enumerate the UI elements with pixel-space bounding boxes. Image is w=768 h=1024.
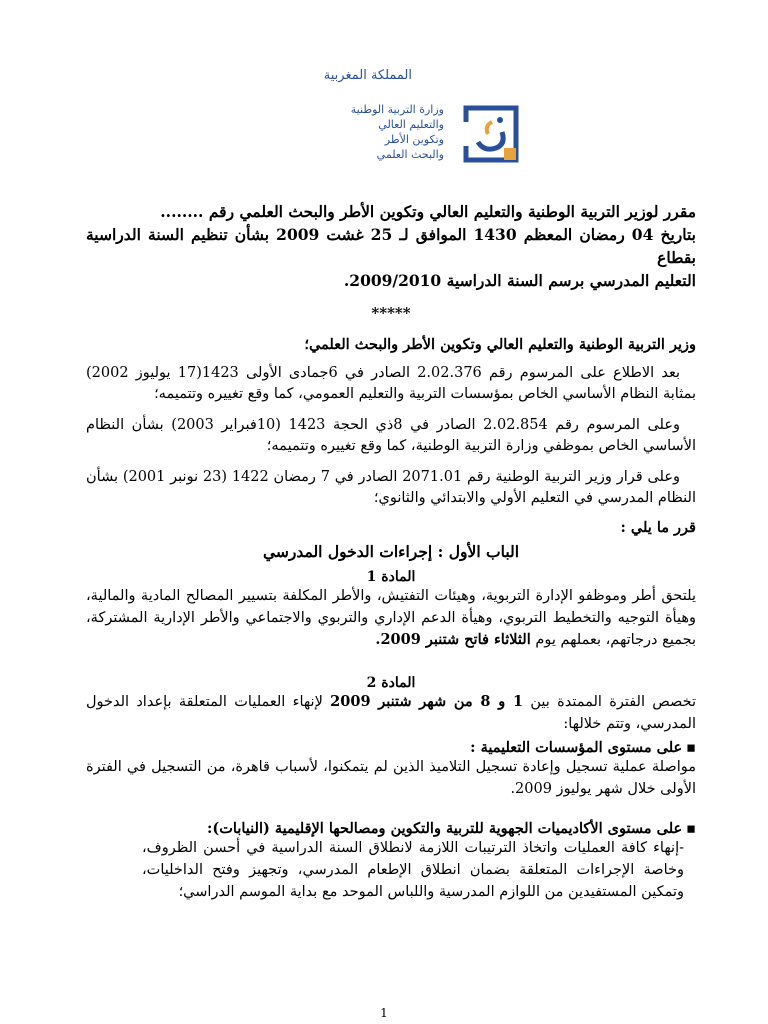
ministry-logo-icon xyxy=(462,104,520,164)
title-line: مقرر لوزير التربية الوطنية والتعليم العالي وتكوين الأطر والبحث العلمي رقم ........ xyxy=(160,202,696,221)
decision-title xyxy=(86,200,696,292)
decided-heading: قرر ما يلي : xyxy=(620,519,696,536)
spacer xyxy=(86,800,696,816)
article-date-bold: الثلاثاء فاتح شتنبر 2009. xyxy=(375,631,531,648)
document-body xyxy=(86,200,696,903)
ministry-line: وزارة التربية الوطنية xyxy=(350,103,444,116)
ministry-line: والتعليم العالي xyxy=(378,118,444,131)
kingdom-name: المملكة المغربية xyxy=(323,68,412,83)
paragraph-text: وعلى قرار وزير التربية الوطنية رقم 2071.01 الصادر في 7 رمضان 1422 (23 نونبر 2001) بشأن النظام المدرسي في التعليم الأولي والابتدائي والثانوي؛ xyxy=(86,469,696,506)
separator-stars: ***** xyxy=(371,304,411,322)
article-text-span: تخصص الفترة الممتدة بين xyxy=(530,694,697,710)
ministry-line: وتكوين الأطر xyxy=(384,133,444,146)
bullet-icon: ▪ xyxy=(686,739,696,756)
preamble-paragraph-3 xyxy=(86,467,696,509)
article-1-text xyxy=(86,585,696,651)
paragraph-text: بعد الاطلاع على المرسوم رقم 2.02.376 الصادر في 6جمادى الأولى 1423(17 يوليوز 2002) بمثابة النظام الأساسي الخاص بمؤسسات التربية والتعليم العمومي، كما وقع تغييره وتتميمه؛ xyxy=(86,365,696,402)
minister-heading: وزير التربية الوطنية والتعليم العالي وتكوين الأطر والبحث العلمي؛ xyxy=(304,336,696,353)
preamble-paragraph-1 xyxy=(86,363,696,405)
spacer xyxy=(86,651,696,667)
level-heading-text: على مستوى المؤسسات التعليمية : xyxy=(470,739,683,756)
chapter-heading: الباب الأول : إجراءات الدخول المدرسي xyxy=(262,542,520,561)
ministry-line: والبحث العلمي xyxy=(376,148,444,161)
ministry-name xyxy=(351,102,444,162)
level-1-heading xyxy=(86,739,696,756)
bullet-icon: ▪ xyxy=(686,820,696,837)
title-line: بتاريخ 04 رمضان المعظم 1430 الموافق لـ 25 غشت 2009 بشأن تنظيم السنة الدراسية بقطاع xyxy=(86,225,696,267)
paragraph-text: وعلى المرسوم رقم 2.02.854 الصادر في 8ذي الحجة 1423 (10فبراير 2003) بشأن النظام الأساسي الخاص بموظفي وزارة التربية الوطنية، كما وقع تغييره وتتميمه؛ xyxy=(86,417,696,454)
level-2-text: -إنهاء كافة العمليات واتخاذ الترتيبات اللازمة لانطلاق السنة الدراسية في أحسن الظروف، وخاصة الإجراءات المتعلقة بضمان انطلاق الإطعام المدرسي، وتجهيز وفتح الداخليات، وتمكين المستفيدين من اللوازم المدرسية واللباس الموحد مع بداية الموسم الدراسي؛ xyxy=(142,840,684,900)
article-2-heading: المادة 2 xyxy=(366,675,416,691)
article-1-heading: المادة 1 xyxy=(366,569,416,585)
article-text-span: لإنهاء العمليات المتعلقة بإعداد الدخول المدرسي، وتتم خلالها: xyxy=(86,694,696,732)
article-period-bold: 1 و 8 من شهر شتنبر 2009 xyxy=(330,693,524,710)
level-1-text: مواصلة عملية تسجيل وإعادة تسجيل التلاميذ الذين لم يتمكنوا، لأسباب قاهرة، من التسجيل في الفترة الأولى خلال شهر يوليوز 2009. xyxy=(86,759,696,797)
article-2-text xyxy=(86,691,696,735)
title-line: التعليم المدرسي برسم السنة الدراسية 2009/2010. xyxy=(343,271,696,290)
ministry-header xyxy=(250,68,520,168)
article-text-span: يلتحق أطر وموظفو الإدارة التربوية، وهيئات التفتيش، والأطر المكلفة بتسيير المصالح المادية والمالية، وهيأة التوجيه والتخطيط التربوي، وهيأة الدعم الإداري والتربوي والاجتماعي والأطر الإدارية المشتركة، بجميع درجاتهم، بعملهم يوم xyxy=(86,588,696,648)
level-heading-text: على مستوى الأكاديميات الجهوية للتربية والتكوين ومصالحها الإقليمية (النيابات): xyxy=(207,820,683,837)
preamble-paragraph-2 xyxy=(86,415,696,457)
page-number: 1 xyxy=(380,1006,388,1020)
level-2-heading xyxy=(86,820,696,837)
